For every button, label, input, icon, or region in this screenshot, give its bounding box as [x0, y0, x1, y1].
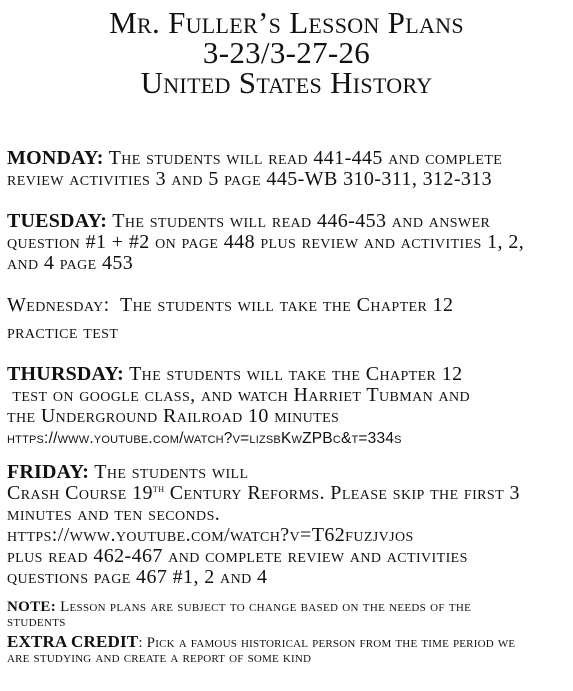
tuesday-text-line2: question #1 + #2 on page 448 plus review and activities 1, 2,: [7, 231, 525, 253]
friday-label: FRIDAY:: [7, 461, 90, 483]
extra-credit-section: [7, 634, 567, 666]
thursday-section: [7, 364, 567, 450]
friday-text-line6: questions page 467 #1, 2 and 4: [7, 566, 268, 588]
wednesday-text-line2: practice test: [7, 321, 119, 343]
tuesday-section: [7, 211, 567, 274]
friday-section: [7, 462, 567, 588]
friday-text-line2-pre: Crash Course 19: [7, 482, 153, 504]
monday-text-line2: review activities 3 and 5 page 445-WB 310-311, 312-313: [7, 168, 493, 190]
thursday-label: THURSDAY:: [7, 363, 125, 385]
tuesday-text-line3: and 4 page 453: [7, 252, 134, 274]
header-date-range: 3-23/3-27-26: [202, 35, 371, 70]
thursday-text-line3: the Underground Railroad 10 minutes: [7, 405, 340, 427]
extra-credit-text-line1: : Pick a famous historical person from the time period we: [138, 635, 516, 651]
thursday-text-line1: The students will take the Chapter 12: [124, 363, 463, 385]
thursday-text-line2: test on google class, and watch Harriet Tubman and: [7, 384, 471, 406]
monday-label: MONDAY:: [7, 147, 104, 169]
header-title: Mr. Fuller’s Lesson Plans: [109, 5, 464, 40]
extra-credit-text-line2: are studying and create a report of some kind: [7, 650, 312, 666]
note-label: NOTE:: [7, 599, 57, 615]
friday-text-line1: The students will: [89, 461, 249, 483]
note-text-line1: Lesson plans are subject to change based on the needs of the: [56, 599, 472, 615]
note-text-line2: students: [7, 614, 66, 630]
friday-video-link[interactable]: https://www.youtube.com/watch?v=T62fuzjvjos: [7, 524, 414, 546]
document-header: [0, 5, 573, 100]
wednesday-text-line1: Wednesday: The students will take the Chapter 12: [7, 294, 454, 316]
note-section: [7, 600, 567, 630]
wednesday-section-line2: [7, 322, 567, 343]
tuesday-text-line1: The students will read 446-453 and answer: [107, 210, 491, 232]
thursday-video-link[interactable]: https://www.youtube.com/watch?v=lizsbKwZPBc&t=334s: [7, 430, 402, 447]
friday-text-line2-post: Century Reforms. Please skip the first 3: [164, 482, 520, 504]
monday-section: [7, 148, 567, 190]
lesson-plan-body: [7, 148, 567, 666]
friday-text-line5: plus read 462-467 and complete review and activities: [7, 545, 468, 567]
extra-credit-label: EXTRA CREDIT: [7, 632, 139, 651]
monday-text-line1: The students will read 441-445 and complete: [103, 147, 503, 169]
tuesday-label: TUESDAY:: [7, 210, 108, 232]
friday-text-line3: minutes and ten seconds.: [7, 503, 221, 525]
friday-superscript: th: [152, 481, 165, 495]
wednesday-section: [7, 295, 567, 316]
header-course: United States History: [140, 65, 433, 100]
